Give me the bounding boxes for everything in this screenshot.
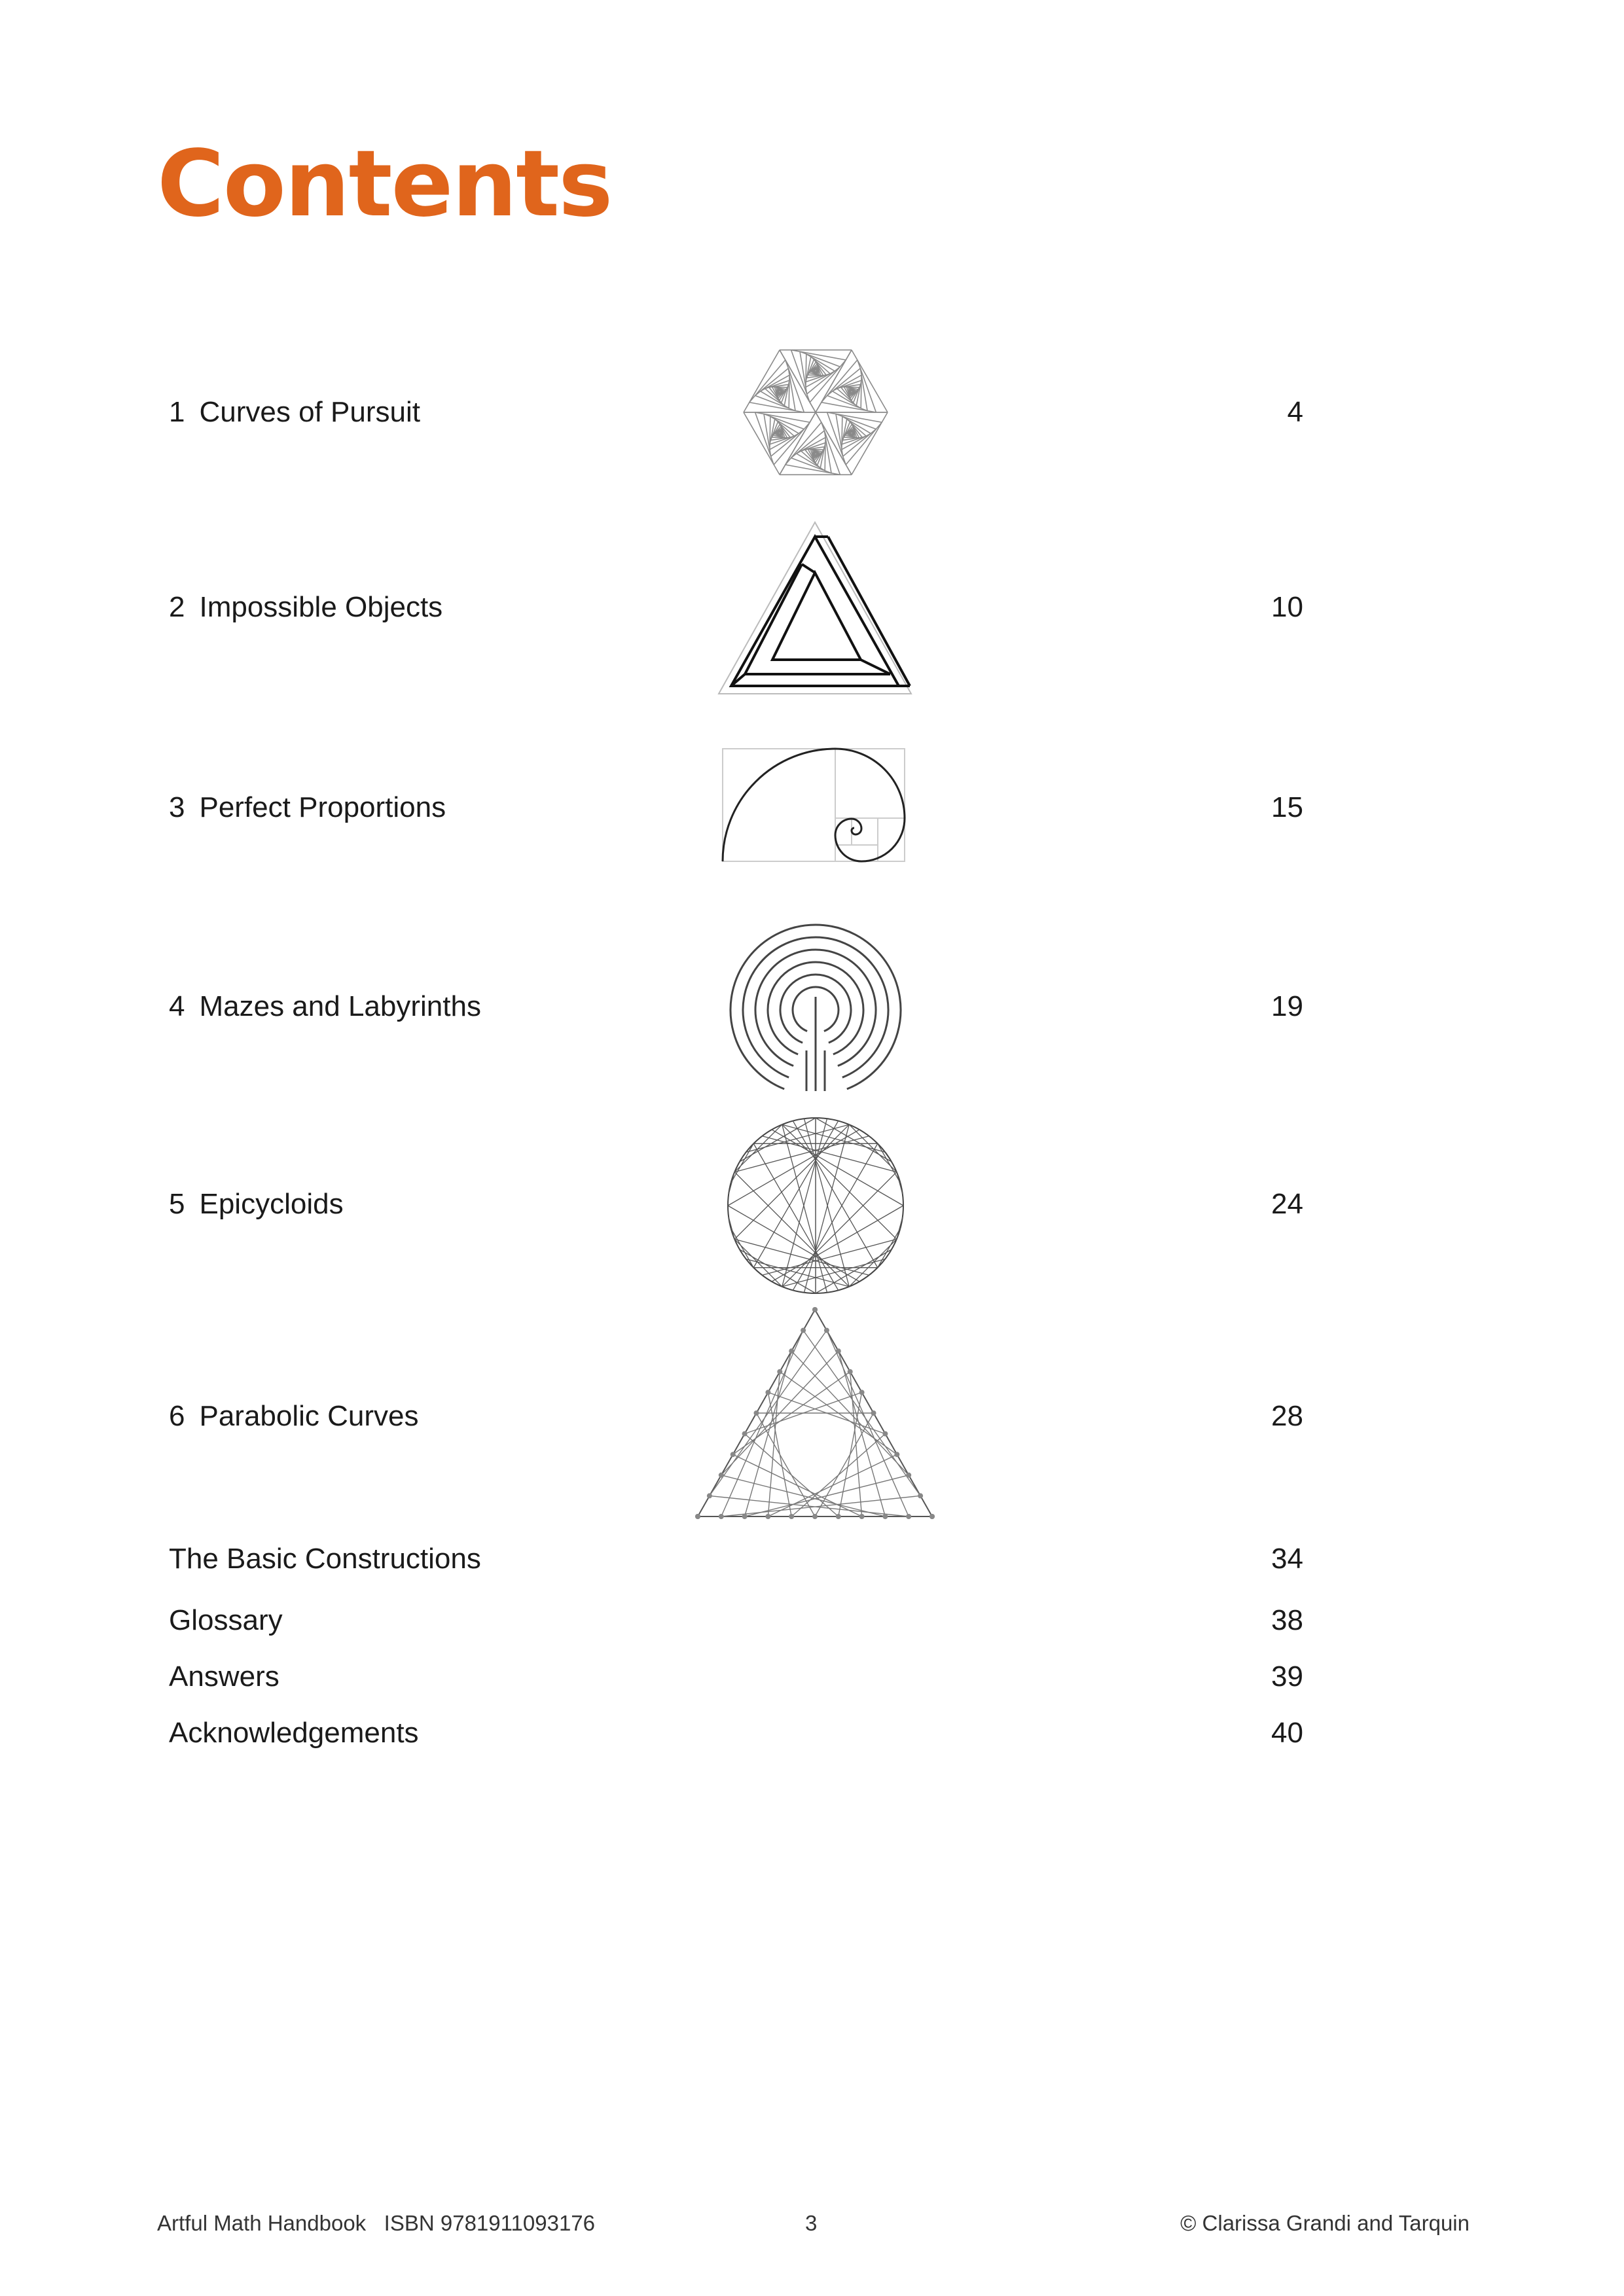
toc-entry-answers[interactable]: Answers xyxy=(169,1660,280,1693)
toc-number: 2 xyxy=(169,591,185,623)
labyrinth-icon xyxy=(719,920,912,1094)
toc-entry-glossary[interactable]: Glossary xyxy=(169,1604,283,1636)
toc-page-5: 24 xyxy=(1271,1188,1303,1220)
footer-book-info: Artful Math Handbook ISBN 9781911093176 xyxy=(157,2211,596,2235)
toc-page-4: 19 xyxy=(1271,990,1303,1022)
toc-page-basic-constructions: 34 xyxy=(1271,1543,1303,1575)
toc-title: Curves of Pursuit xyxy=(199,396,420,428)
toc-page-6: 28 xyxy=(1271,1400,1303,1432)
hexagon-pursuit-curves-icon xyxy=(732,339,899,486)
epicycloid-icon xyxy=(723,1113,909,1299)
penrose-triangle-icon xyxy=(713,517,916,700)
toc-title: Perfect Proportions xyxy=(199,791,446,823)
toc-entry-acknowledgements[interactable]: Acknowledgements xyxy=(169,1717,419,1749)
footer-copyright: © Clarissa Grandi and Tarquin xyxy=(1180,2211,1470,2235)
toc-title: Impossible Objects xyxy=(199,591,443,623)
toc-entry-3[interactable] xyxy=(169,793,446,822)
parabolic-triangle-icon xyxy=(694,1306,936,1522)
toc-entry-1[interactable] xyxy=(169,398,420,427)
toc-entry-basic-constructions[interactable]: The Basic Constructions xyxy=(169,1543,481,1575)
toc-entry-2[interactable] xyxy=(169,593,442,622)
page-title: Contents xyxy=(157,131,612,238)
toc-page-2: 10 xyxy=(1271,591,1303,623)
toc-number: 5 xyxy=(169,1188,185,1220)
toc-page-1: 4 xyxy=(1287,396,1303,428)
toc-page-acknowledgements: 40 xyxy=(1271,1717,1303,1749)
footer-page-number: 3 xyxy=(805,2211,818,2235)
toc-number: 6 xyxy=(169,1400,185,1432)
toc-entry-5[interactable] xyxy=(169,1190,344,1219)
toc-entry-4[interactable] xyxy=(169,992,481,1021)
toc-entry-6[interactable] xyxy=(169,1402,419,1431)
toc-number: 1 xyxy=(169,396,185,428)
toc-page-glossary: 38 xyxy=(1271,1604,1303,1636)
toc-number: 4 xyxy=(169,990,185,1022)
toc-title: Parabolic Curves xyxy=(199,1400,419,1432)
toc-title: Epicycloids xyxy=(199,1188,344,1220)
toc-page-3: 15 xyxy=(1271,791,1303,823)
toc-number: 3 xyxy=(169,791,185,823)
toc-title: Mazes and Labyrinths xyxy=(199,990,481,1022)
toc-page-answers: 39 xyxy=(1271,1660,1303,1693)
golden-spiral-icon xyxy=(720,746,910,870)
